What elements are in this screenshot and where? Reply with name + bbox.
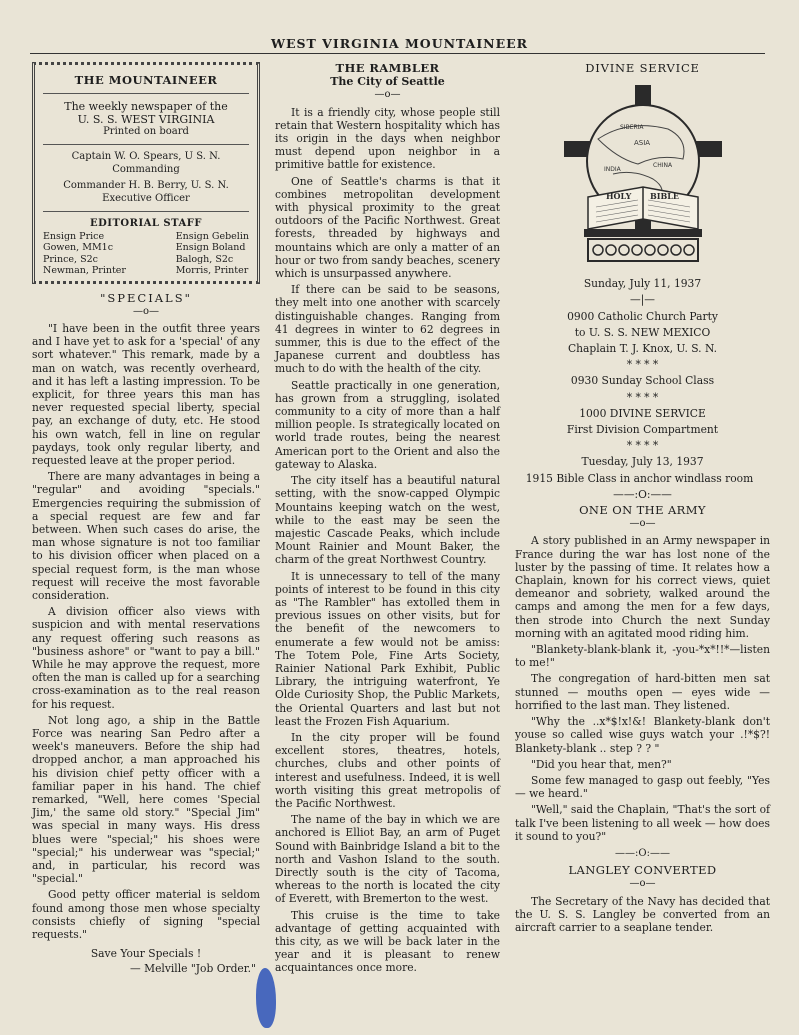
cross-ornament: —|— <box>630 293 655 307</box>
article-paragraph: In the city proper will be found excellent stores, theatres, hotels, churches, clubs and other points of interest and usefulness. Indeed, it is well worth visiting this great metropolis of the Pacific Northwest. <box>275 730 500 810</box>
service-date: Tuesday, July 13, 1937 <box>581 455 704 469</box>
schedule-line: to U. S. S. NEW MEXICO <box>574 325 711 339</box>
article-paragraph: It is unnecessary to tell of the many points of interest to be found in this city as "The Rambler" has extolled them in previous issues on other visits, but for the benefit of the newcomers to enumerate a few would not be amiss: The Totem Pole, Fine Arts Society, Rainier National Park Exhibit, Public Library, the intriguing waterfront, Ye Olde Curiosity Shop, the Public Markets, the Oriental Quarters and last but not least the Frozen Fish Aquarium. <box>275 569 500 728</box>
ornament: —o— <box>374 89 401 101</box>
bible-label: HOLY <box>605 191 631 202</box>
service-date: Sunday, July 11, 1937 <box>583 277 702 291</box>
schedule-line: 0930 Sunday School Class <box>570 374 715 388</box>
schedule-line: 0900 Catholic Church Party <box>567 309 718 323</box>
captain-line: Captain W. O. Spears, U S. N. <box>71 151 221 162</box>
rambler-subtitle: The City of Seattle <box>330 75 445 89</box>
article-paragraph: A story published in an Army newspaper in France during the war has lost none of the luster by the passing of time. It relates how a Chaplain, known for his correct views, quiet demeanor and sobriety, walked around the camps and among the men for a few days, then strode into Church the next Sunday morning with an agitated mood riding him. <box>515 534 770 640</box>
staff-member: Balogh, S2c <box>175 253 234 265</box>
ornament: —o— <box>132 305 160 317</box>
article-paragraph: There are many advantages in being a "regular" and avoiding "specials." Emergencies requiring the submission of a special request are few and far between. When such cases do arise, the man whose signature is not too familiar to his division officer when placed on a special request form, is the man whose request will receive the most favorable consideration. <box>32 470 260 602</box>
staff-list <box>43 231 249 277</box>
desc-line: Printed on board <box>103 125 189 137</box>
column-middle <box>275 62 500 978</box>
schedule-stars: * * * * <box>626 358 659 372</box>
article-paragraph: Seattle practically in one generation, has grown from a struggling, isolated community to a city of more than a half million people. Is strategically located on world trade routes, being the nearest American port to the Orient and also the gateway to Alaska. <box>275 378 500 471</box>
schedule-line: First Division Compartment <box>566 423 719 437</box>
article-paragraph: The Secretary of the Navy has decided that the U. S. S. Langley be converted from an aircraft carrier to a seaplane tender. <box>515 894 770 934</box>
schedule-line: 1915 Bible Class in anchor windlass room <box>525 471 754 485</box>
desc-line: U. S. S. WEST VIRGINIA <box>77 112 215 126</box>
divine-service-title: DIVINE SERVICE <box>585 61 700 75</box>
article-paragraph: The name of the bay in which we are anchored is Elliot Bay, an arm of Puget Sound with Bainbridge Island a bit to the north and Vashon Island to the south. Directly south is the city of Tacoma, whereas to the north is located the city of Everett, with Bremerton to the west. <box>275 813 500 906</box>
section-separator: ——:O:—— <box>615 847 670 859</box>
globe-label: CHINA <box>652 162 672 170</box>
globe-label: SIBERIA <box>619 124 644 132</box>
specials-signature: — Melville "Job Order." <box>130 962 256 976</box>
desc-line: The weekly newspaper of the <box>64 99 228 113</box>
staff-member: Ensign Gebelin <box>175 230 249 242</box>
staff-member: Ensign Price <box>43 230 105 242</box>
schedule-line: 1000 DIVINE SERVICE <box>579 406 706 420</box>
ink-stain <box>256 968 276 1028</box>
column-right <box>515 62 770 937</box>
article-paragraph: This cruise is the time to take advantage of getting acquainted with this city, as we will be back later in the year and it is pleasant to renew acquaintances once more. <box>275 908 500 975</box>
article-paragraph: "Blankety-blank-blank it, -you-*x*!!*—listen to me!" <box>515 643 770 670</box>
article-paragraph: "Why the ..x*$!x!&! Blankety-blank don't youse so called wise guys watch your .!*$?! Blankety-blank .. step ? ? " <box>515 715 770 755</box>
ornament: —o— <box>629 518 656 530</box>
article-paragraph: The congregation of hard-bitten men sat stunned — mouths open — eyes wide — horrified to the last man. They listened. <box>515 672 770 712</box>
schedule-line: Chaplain T. J. Knox, U. S. N. <box>567 342 718 356</box>
specials-closing: Save Your Specials ! <box>90 947 202 961</box>
army-title: ONE ON THE ARMY <box>579 503 706 518</box>
section-separator: ——:O:—— <box>613 487 672 501</box>
article-paragraph: A division officer also views with suspicion and with mental reservations any request offering such reasons as "business ashore" or "want to pay a bill." While he may approve the request, more often the man is called up for a searching cross-examination as to the real reason for his request. <box>32 605 260 711</box>
globe-label: ASIA <box>633 139 650 148</box>
service-schedule <box>515 277 770 501</box>
langley-title: LANGLEY CONVERTED <box>568 863 717 878</box>
staff-title: EDITORIAL STAFF <box>90 218 202 229</box>
rambler-title: THE RAMBLER <box>335 61 440 75</box>
mountaineer-box <box>32 62 260 284</box>
article-paragraph: It is a friendly city, whose people still retain that Western hospitality which has its origin in the days when neighbor must depend upon neighbor in a primitive battle for existence. <box>275 105 500 172</box>
article-paragraph: Some few managed to gasp out feebly, "Yes — we heard." <box>515 773 770 801</box>
article-paragraph: The city itself has a beautiful natural setting, with the snow-capped Olympic Mountains keeping watch on the west, while to the east may be seen the majestic Cascade Peaks, which include Mount Rainier and Mount Baker, the charm of the great Northwest Country. <box>275 474 500 567</box>
article-paragraph: "Well," said the Chaplain, "That's the sort of talk I've been listening to all week — how does it sound to you?" <box>515 803 770 843</box>
masthead: WEST VIRGINIA MOUNTAINEER <box>270 36 529 51</box>
divider <box>43 144 249 145</box>
bible-label: BIBLE <box>649 191 679 202</box>
staff-member: Gowen, MM1c <box>43 242 114 253</box>
globe-bible-cross-icon <box>558 79 728 269</box>
ornament: —o— <box>629 878 656 890</box>
schedule-stars: * * * * <box>626 439 659 453</box>
masthead-rule <box>30 53 765 54</box>
schedule-stars: * * * * <box>626 390 659 404</box>
article-paragraph: One of Seattle's charms is that it combines metropolitan development with physical proximity to the great outdoors of the Pacific Northwest. Great forests, threaded by highways and mountains which are only a matter of an hour or two from sandy beaches, scenery which is unsurpassed anywhere. <box>275 174 500 281</box>
article-paragraph: "Did you hear that, men?" <box>531 757 672 771</box>
staff-member: Morris, Printer <box>175 265 249 276</box>
staff-member: Prince, S2c <box>43 253 98 265</box>
staff-member: Ensign Boland <box>175 242 246 253</box>
staff-right <box>176 231 249 277</box>
staff-left <box>43 231 126 277</box>
captain-role: Commanding <box>112 163 180 175</box>
divider <box>43 93 249 94</box>
staff-member: Newman, Printer <box>43 265 126 276</box>
divider <box>43 211 249 212</box>
commander-role: Executive Officer <box>102 192 190 204</box>
specials-title: "SPECIALS" <box>100 290 192 305</box>
column-left <box>32 62 260 976</box>
globe-label: INDIA <box>603 166 621 174</box>
article-paragraph: If there can be said to be seasons, they melt into one another with scarcely distinguishable changes. Ranging from 41 degrees in winter to 62 degrees in summer, this is due to the effect of the Japanese current and doubtless has much to do with the health of the city. <box>275 283 500 376</box>
article-paragraph: "I have been in the outfit three years and I have yet to ask for a 'special' of any sort whatever." This remark, made by a man on watch, was recently overheard, and it has left a lasting impression. To be explicit, for three years this man has never requested special liberty, special pay, an exchange of duty, etc. He stood his own watch, fell in line on regular paydays, took only regular liberty, and requested leave at the proper period. <box>32 321 260 467</box>
article-paragraph: Not long ago, a ship in the Battle Force was nearing San Pedro after a week's maneuvers. Before the ship had dropped anchor, a man approached his his division chief petty officer with a familiar paper in his hand. The chief remarked, "Well, here comes 'Special Jim,' the same old story." "Special Jim" was special in many ways. His dress blues were "special;" his shoes were "special;" his underwear was "special;" and, in particular, his record was "special." <box>32 713 260 886</box>
article-paragraph: Good petty officer material is seldom found among those men whose specialty consists chiefly of signing "special requests." <box>32 888 260 942</box>
mountaineer-title: THE MOUNTAINEER <box>74 73 218 87</box>
commander-line: Commander H. B. Berry, U. S. N. <box>63 180 229 191</box>
